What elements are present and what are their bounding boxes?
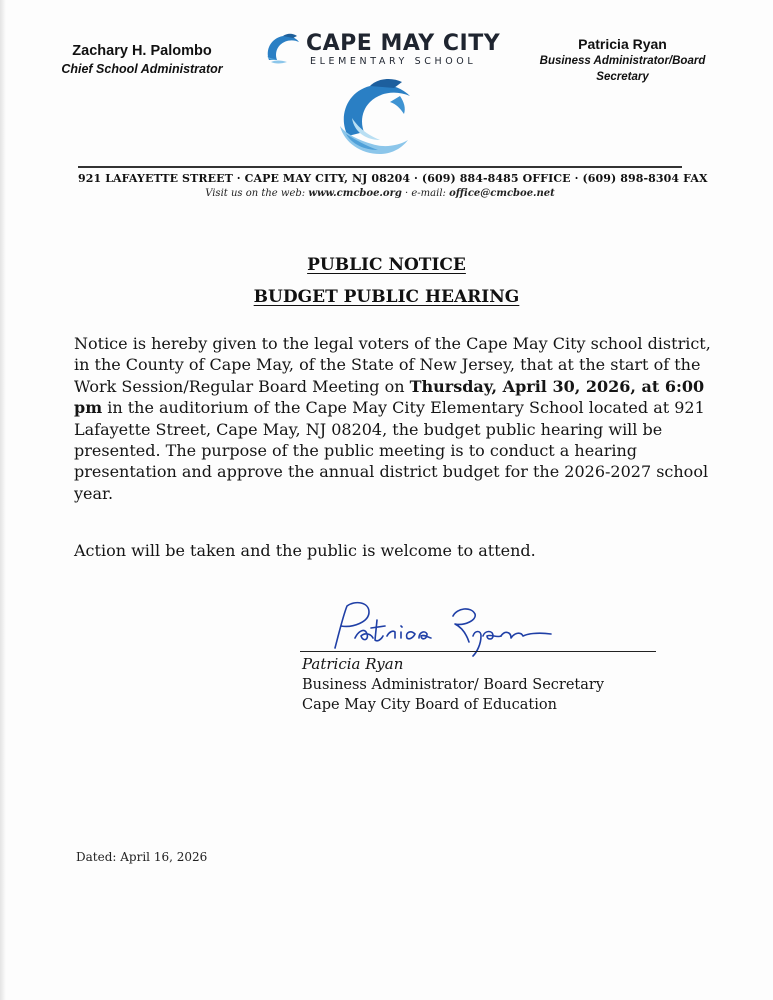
signer-title: Business Administrator/ Board Secretary bbox=[302, 677, 605, 693]
dolphin-small-icon bbox=[263, 30, 303, 66]
header-right-block bbox=[530, 36, 715, 84]
notice-subtitle: BUDGET PUBLIC HEARING bbox=[253, 287, 520, 307]
header-divider bbox=[78, 166, 682, 168]
chief-admin-role: Chief School Administrator bbox=[61, 62, 223, 76]
meeting-datetime: Thursday, April 30, 2026, at 6:00 pm bbox=[74, 376, 705, 418]
business-admin-role-line2: Secretary bbox=[596, 71, 649, 83]
website-link[interactable]: www.cmcboe.org bbox=[308, 188, 402, 199]
notice-title: PUBLIC NOTICE bbox=[307, 255, 466, 275]
school-address: 921 LAFAYETTE STREET · CAPE MAY CITY, NJ 08204 · (609) 884-8485 OFFICE · (609) 898-8304 FAX bbox=[78, 172, 708, 185]
school-logo-title: CAPE MAY CITY bbox=[306, 31, 501, 56]
header-left-block bbox=[42, 43, 242, 76]
dated-line: Dated: April 16, 2026 bbox=[76, 850, 208, 864]
notice-paragraph bbox=[74, 333, 714, 504]
signer-name: Patricia Ryan bbox=[302, 655, 404, 673]
web-prefix: Visit us on the web: bbox=[205, 188, 309, 199]
business-admin-role-line1: Business Administrator/Board bbox=[539, 55, 706, 67]
business-admin-name: Patricia Ryan bbox=[578, 36, 667, 52]
web-contact-line bbox=[78, 188, 682, 199]
school-logo-subtitle: ELEMENTARY SCHOOL bbox=[310, 56, 477, 67]
notice-text-part1: Notice is hereby given to the legal voters of the Cape May City school district, in the County of Cape May, of the State of New Jersey, that at the start of the Work Session/Regular Board Meeting on bbox=[74, 334, 711, 396]
notice-text-part2: in the auditorium of the Cape May City Elementary School located at 921 Lafayette Street, Cape May, NJ 08204, the budget public hearing will be presented. The purpose of the public meeting is to conduct a hearing presentation and approve the annual district budget for the 2026-2027 school year. bbox=[74, 398, 709, 503]
signer-organization: Cape May City Board of Education bbox=[302, 697, 557, 713]
handwritten-signature bbox=[315, 598, 555, 658]
signature-line bbox=[300, 651, 656, 652]
chief-admin-name: Zachary H. Palombo bbox=[72, 43, 212, 59]
email-prefix: · e-mail: bbox=[401, 188, 450, 199]
email-link[interactable]: office@cmcboe.net bbox=[449, 188, 555, 199]
page-edge-shadow bbox=[0, 0, 6, 1000]
action-paragraph: Action will be taken and the public is welcome to attend. bbox=[74, 541, 536, 560]
dolphin-wave-logo-icon bbox=[330, 74, 420, 160]
